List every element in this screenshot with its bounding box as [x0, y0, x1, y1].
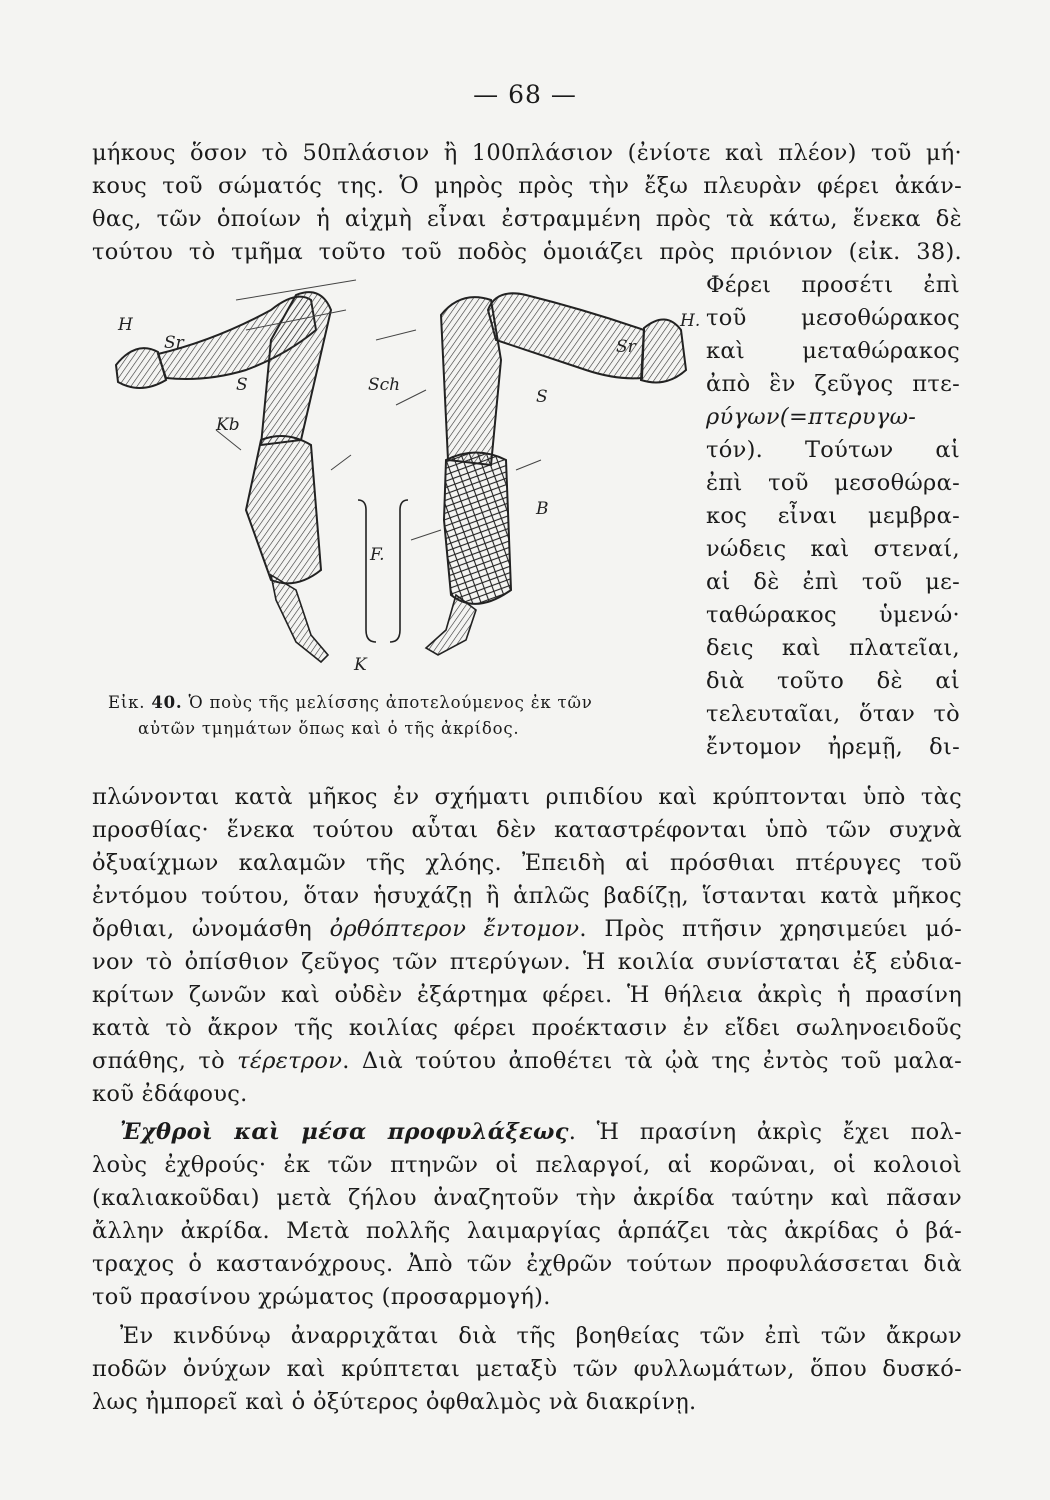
- text-line: κρίτων ζωνῶν καὶ οὐδὲν ἐξάρτημα φέρει. Ἡ θήλεια ἀκρὶς ἡ πρασίνη: [92, 982, 962, 1008]
- side-text-line: ταθώρακος ὑμενώ·: [706, 602, 960, 628]
- side-text-line: τελευταῖαι, ὅταν τὸ: [706, 701, 960, 727]
- text-line: προσθίας· ἕνεκα τούτου αὗται δὲν καταστρέφονται ὑπὸ τῶν συχνὰ: [92, 817, 962, 843]
- side-text-line: νώδεις καὶ στεναί,: [706, 536, 960, 562]
- text-line: νον τὸ ὀπίσθιον ζεῦγος τῶν πτερύγων. Ἡ κοιλία συνίσταται ἐξ εὐδια-: [92, 949, 962, 975]
- side-text-line: ἐπὶ τοῦ μεσοθώρα-: [706, 470, 960, 496]
- left-leg-drawing: [116, 280, 356, 662]
- text-line: ποδῶν ὀνύχων καὶ κρύπτεται μεταξὺ τῶν φυλλωμάτων, ὅπου δυσκό-: [92, 1356, 962, 1382]
- text-line-orthopteron: ὄρθιαι, ὠνομάσθη ὀρθόπτερον ἔντομον. Πρὸς πτῆσιν χρησιμεύει μό-: [92, 916, 962, 942]
- fig-label: B: [536, 499, 549, 519]
- fig-label: S: [236, 375, 248, 395]
- side-text-line: ρύγων(=πτερυγω-: [706, 404, 917, 430]
- page-number: — 68 —: [473, 80, 577, 109]
- fig-label: H: [118, 315, 133, 335]
- side-text-line: διὰ τοῦτο δὲ αἱ: [706, 668, 960, 694]
- caption-line-1: Ὁ ποὺς τῆς μελίσσης ἀποτελούμενος ἐκ τῶν: [188, 693, 593, 712]
- caption-lead: Εἰκ.: [108, 693, 146, 712]
- text-line: τραχος ὁ καστανόχρους. Ἀπὸ τῶν ἐχθρῶν τούτων προφυλάσσεται διὰ: [92, 1251, 962, 1277]
- side-text-line: ἀπὸ ἓν ζεῦγος πτε-: [706, 371, 960, 397]
- text-line: κους τοῦ σώματός της. Ὁ μηρὸς πρὸς τὴν ἔξω πλευρὰν φέρει ἀκάν-: [92, 173, 962, 199]
- fig-label: Kb: [216, 415, 240, 435]
- text-line: λοὺς ἐχθρούς· ἐκ τῶν πτηνῶν οἱ πελαργοί, αἱ κορῶναι, οἱ κολοιοὶ: [92, 1152, 962, 1178]
- side-text-line: αἱ δὲ ἐπὶ τοῦ με-: [706, 569, 960, 595]
- text-line: Ἐν κινδύνῳ ἀναρριχᾶται διὰ τῆς βοηθείας τῶν ἐπὶ τῶν ἄκρων: [120, 1323, 962, 1349]
- figure-bee-leg: [96, 270, 701, 690]
- figure-caption: [108, 690, 698, 742]
- fig-label: H.: [680, 311, 701, 331]
- term-orthopteron: ὀρθόπτερον ἔντομον: [329, 916, 580, 942]
- side-text-line: κος εἶναι μεμβρα-: [706, 503, 960, 529]
- text-line: κοῦ ἐδάφους.: [92, 1081, 248, 1107]
- text-line: τούτου τὸ τμῆμα τοῦτο τοῦ ποδὸς ὁμοιάζει πρὸς πριόνιον (εἰκ. 38).: [92, 239, 962, 265]
- side-text-line: τόν). Τούτων αἱ: [706, 437, 960, 463]
- caption-line-2: αὐτῶν τμημάτων ὅπως καὶ ὁ τῆς ἀκρίδος.: [138, 719, 520, 738]
- side-text-line: καὶ μεταθώρακος: [706, 338, 960, 364]
- text-line-teretron: σπάθης, τὸ τέρετρον. Διὰ τούτου ἀποθέτει τὰ ᾠὰ της ἐντὸς τοῦ μαλα-: [92, 1048, 963, 1074]
- section-heading-line: Ἐχθροὶ καὶ μέσα προφυλάξεως. Ἡ πρασίνη ἀκρὶς ἔχει πολ-: [120, 1119, 962, 1145]
- text-line: ἄλλην ἀκρίδα. Μετὰ πολλῆς λαιμαργίας ἁρπάζει τὰς ἀκρίδας ὁ βά-: [92, 1218, 962, 1244]
- side-text-line: δεις καὶ πλατεῖαι,: [706, 635, 960, 661]
- side-text-line: τοῦ μεσοθώρακος: [706, 305, 960, 331]
- text-line: λως ἠμπορεῖ καὶ ὁ ὀξύτερος ὀφθαλμὸς νὰ διακρίνῃ.: [92, 1389, 697, 1415]
- text-line: (καλιακοῦδαι) μετὰ ζήλου ἀναζητοῦν τὴν ἀκρίδα ταύτην καὶ πᾶσαν: [92, 1185, 962, 1211]
- text-line: θας, τῶν ὁποίων ἡ αἰχμὴ εἶναι ἐστραμμένη πρὸς τὰ κάτω, ἕνεκα δὲ: [92, 206, 962, 232]
- fig-label: F.: [370, 545, 385, 565]
- text-line: κατὰ τὸ ἄκρον τῆς κοιλίας φέρει προέκτασιν ἐν εἴδει σωληνοειδοῦς: [92, 1015, 962, 1041]
- section-heading: Ἐχθροὶ καὶ μέσα προφυλάξεως: [120, 1119, 569, 1145]
- text-line: ἐντόμου τούτου, ὅταν ἡσυχάζῃ ἢ ἁπλῶς βαδίζῃ, ἵστανται κατὰ μῆκος: [92, 883, 962, 909]
- bracket-left: [358, 500, 376, 642]
- fig-label: Sch: [368, 375, 401, 395]
- bracket-right: [390, 500, 408, 642]
- text-line: ὀξυαίχμων καλαμῶν τῆς χλόης. Ἐπειδὴ αἱ πρόσθιαι πτέρυγες τοῦ: [92, 850, 962, 876]
- text-line: μήκους ὅσον τὸ 50πλάσιον ἢ 100πλάσιον (ἐνίοτε καὶ πλέον) τοῦ μή·: [92, 140, 962, 166]
- text-line: τοῦ πρασίνου χρώματος (προσαρμογή).: [92, 1284, 551, 1310]
- text-line: πλώνονται κατὰ μῆκος ἐν σχήματι ριπιδίου καὶ κρύπτονται ὑπὸ τὰς: [92, 784, 962, 810]
- side-text-line: Φέρει προσέτι ἐπὶ: [706, 272, 960, 298]
- right-leg-drawing: [376, 293, 686, 655]
- side-text-line: ἔντομον ἠρεμῇ, δι-: [706, 734, 960, 760]
- caption-number: 40.: [151, 693, 183, 712]
- term-teretron: τέρετρον: [237, 1048, 343, 1074]
- fig-label: S: [536, 387, 548, 407]
- fig-label: K: [354, 655, 367, 675]
- fig-label: Sr: [616, 337, 636, 357]
- fig-label: Sr: [164, 333, 184, 353]
